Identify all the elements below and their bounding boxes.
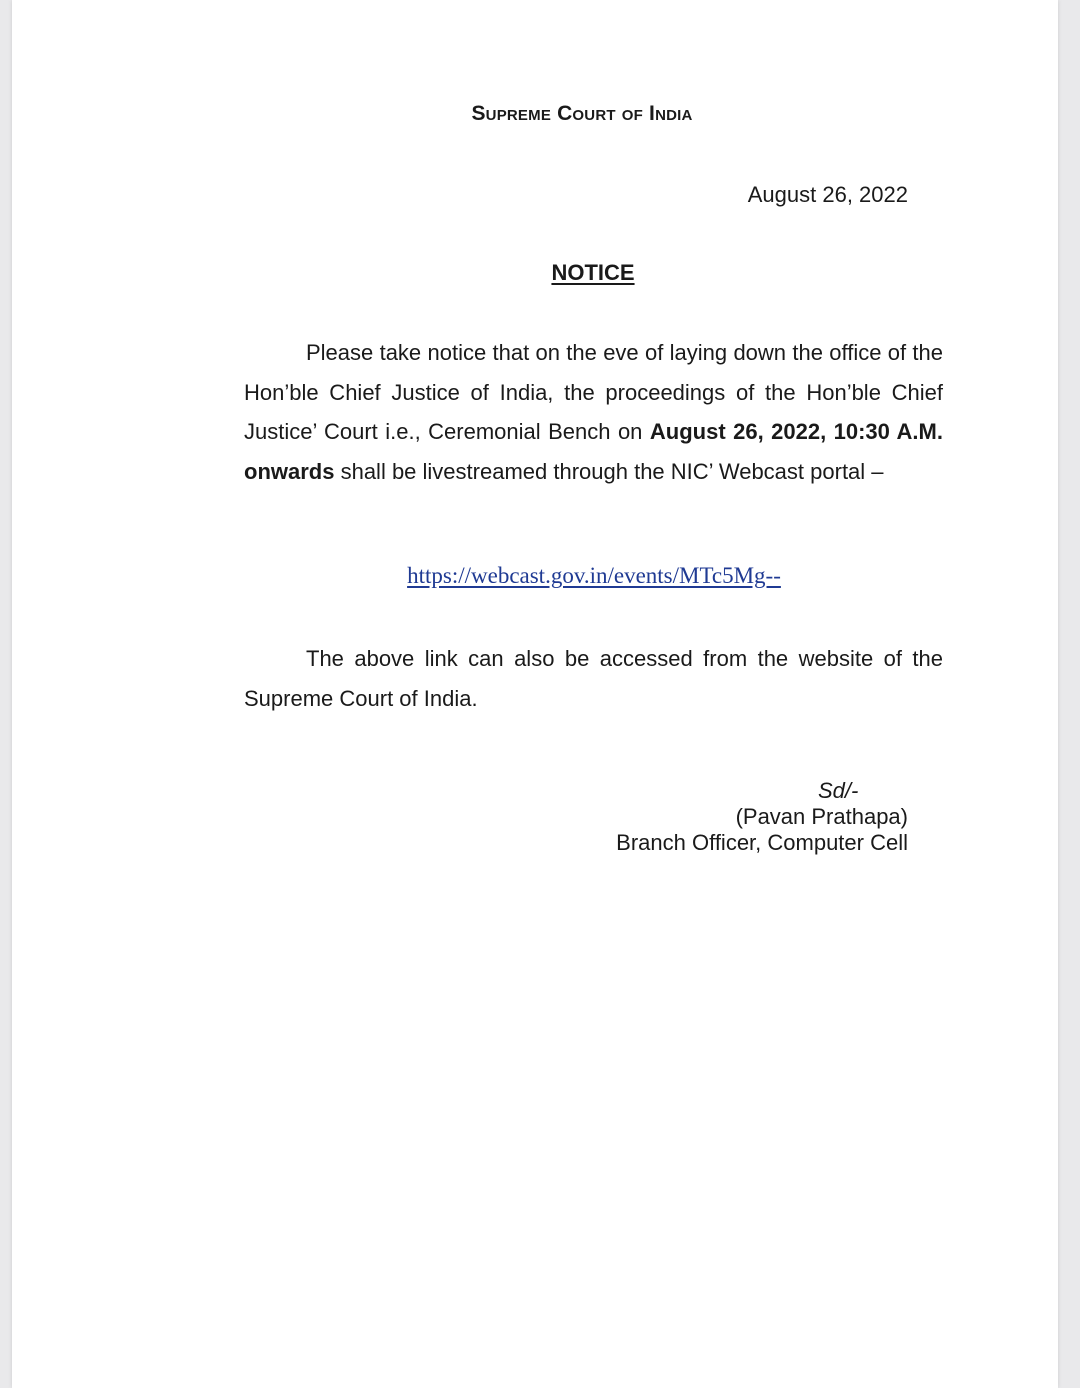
signature-sd: Sd/-	[818, 778, 859, 803]
notice-date: August 26, 2022	[747, 182, 908, 207]
webcast-link[interactable]: https://webcast.gov.in/events/MTc5Mg--	[407, 563, 781, 588]
organization-title: Supreme Court of India	[471, 102, 693, 125]
paragraph-1-text-end: shall be livestreamed through the NIC’ Webcast portal –	[334, 458, 884, 484]
signatory-designation: Branch Officer, Computer Cell	[616, 830, 908, 855]
webcast-link-line	[12, 563, 1080, 589]
paragraph-2-text: The above link can also be accessed from the website of the Supreme Court of India.	[244, 646, 943, 711]
paragraph-1-text-start: Please take notice that on the eve of laying down the office of the Hon’ble Chief Justice of India, the proceedings of the Hon’ble Chief Justice’ Court i.e., Ceremonial Bench on	[244, 340, 943, 444]
document-page	[12, 0, 1058, 1388]
paragraph-1-bold-datetime: August 26, 2022, 10:30 A.M. onwards	[244, 419, 943, 484]
notice-paragraph-1	[244, 333, 943, 491]
notice-heading: NOTICE	[551, 260, 635, 285]
notice-paragraph-2	[244, 639, 943, 718]
signatory-name: (Pavan Prathapa)	[735, 804, 908, 829]
